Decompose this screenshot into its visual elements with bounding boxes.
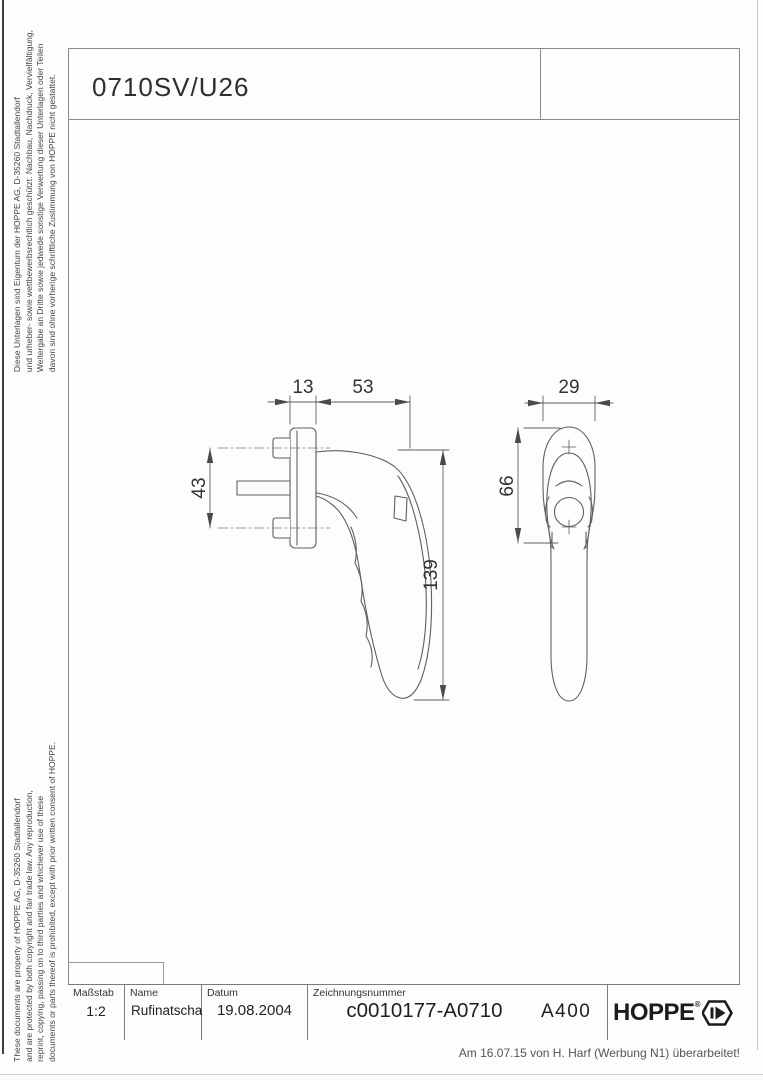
- format-value: A400: [541, 1001, 592, 1022]
- front-view-drawing: [543, 427, 595, 701]
- dim-label-rosette-height: 66: [497, 475, 518, 497]
- hoppe-logo: [613, 999, 733, 1027]
- drawing-number-value: c0010177-A0710: [346, 999, 503, 1022]
- hoppe-wordmark-text: HOPPE: [613, 998, 695, 1026]
- title-block-scale-cell: [68, 985, 125, 1040]
- dim-label-handle-projection: 53: [352, 377, 374, 398]
- title-block-drawing-number-cell: [308, 985, 608, 1040]
- legal-notice-english-line: reprint, copying, passing on to third parties and whichever use of these: [35, 795, 45, 1062]
- title-block-stub-cell: [68, 962, 164, 984]
- dim-label-handle-length: 139: [421, 559, 442, 591]
- dim-label-screw-spacing: 43: [189, 477, 210, 499]
- hoppe-hexagon-icon: [702, 1000, 733, 1026]
- drawing-number-label: Zeichnungsnummer: [313, 987, 406, 999]
- title-block-name-cell: [125, 985, 202, 1040]
- dim-29: [525, 396, 613, 421]
- legal-notice-german-line: davon sind ohne vorherige schriftliche Zustimmung von HOPPE nicht gestattet.: [46, 74, 57, 373]
- handle-latch-nub: [394, 496, 407, 521]
- legal-notice-english-line: documents or parts thereof is prohibited, except with prior written consent of HOPPE.: [46, 742, 57, 1062]
- date-label: Datum: [207, 987, 238, 999]
- revision-note: Am 16.07.15 von H. Harf (Werbung N1) überarbeitet!: [458, 1046, 740, 1060]
- dim-label-rosette-thickness: 13: [292, 377, 314, 398]
- dim-label-handle-width: 29: [558, 377, 580, 398]
- side-view-drawing: [218, 428, 432, 698]
- handle-outline-front: [543, 427, 595, 701]
- registered-trademark-symbol: ®: [694, 999, 700, 1009]
- legal-notice-german-line: Weitergabe an Dritte sowie jedwede sonstige Verwertung dieser Unterlagen oder Teilen: [35, 43, 45, 373]
- title-block: [68, 984, 740, 1040]
- handle-grip-side: [316, 451, 432, 699]
- name-value: Rufinatscha: [131, 1003, 203, 1018]
- legal-notice-german-line: und urheber- sowie wettbewerbsrechtlich geschützt. Nachbau, Nachdruck, Vervielfältigung,: [23, 30, 34, 373]
- title-block-logo-cell: [608, 985, 738, 1040]
- scale-label: Maßstab: [73, 987, 114, 999]
- legal-notice-german-line: Diese Unterlagen sind Eigentum der HOPPE AG, D-35260 Stadtallendorf: [12, 97, 22, 373]
- spindle-shaft: [237, 481, 290, 495]
- name-label: Name: [130, 987, 159, 999]
- legal-notice-english-line: These documents are property of HOPPE AG, D-35260 Stadtallendorf: [12, 798, 22, 1062]
- legal-notice-english-line: and are protected by both copyright and fair trade law. Any reproduction,: [23, 790, 34, 1062]
- page-title: 0710SV/U26: [92, 72, 250, 102]
- scale-value: 1:2: [86, 1003, 106, 1019]
- rosette-plate-side: [290, 428, 316, 548]
- date-value: 19.08.2004: [216, 1002, 293, 1019]
- title-block-date-cell: [202, 985, 308, 1040]
